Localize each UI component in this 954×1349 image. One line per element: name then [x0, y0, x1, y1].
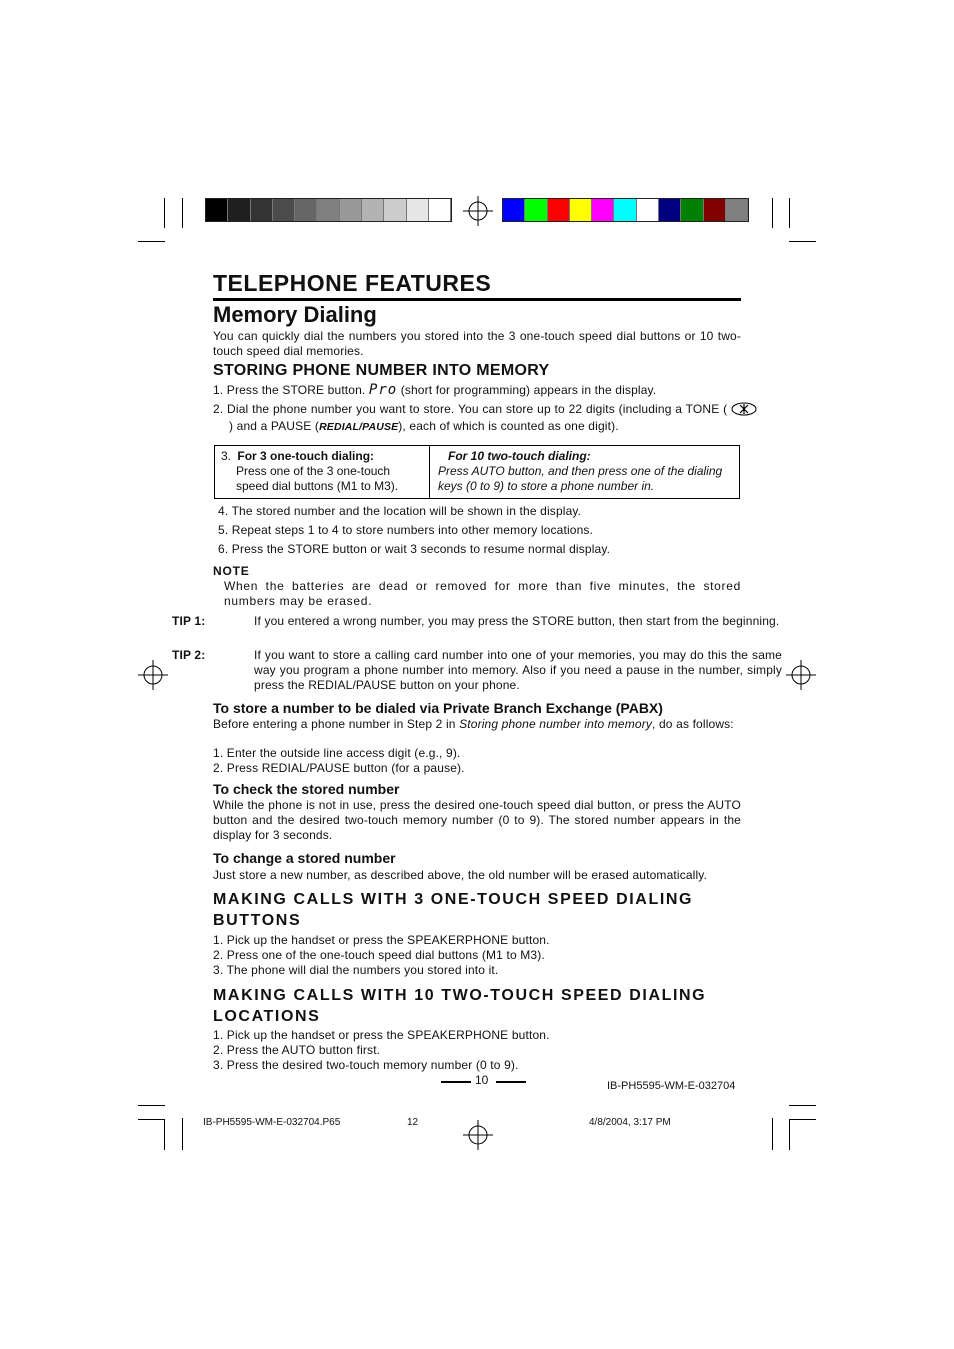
- color-swatch: [295, 199, 317, 221]
- color-calibration-bar: [502, 198, 749, 222]
- intro-reference: Storing phone number into memory: [459, 717, 653, 731]
- cell-title: For 10 two-touch dialing:: [448, 449, 591, 463]
- registration-mark-icon: [786, 660, 816, 690]
- cell-title: For 3 one-touch dialing:: [237, 449, 375, 463]
- registration-mark-icon: [463, 196, 493, 226]
- color-swatch: [206, 199, 228, 221]
- one-touch-heading: MAKING CALLS WITH 3 ONE-TOUCH SPEED DIALING BUTTONS: [213, 891, 694, 929]
- tip-label: TIP 2:: [172, 648, 206, 662]
- color-swatch: [362, 199, 384, 221]
- color-swatch: [548, 199, 570, 221]
- tip-text: If you want to store a calling card number into one of your memories, you may do this the same way you program a phone number into memory. Also if you need a pause in the number, simply press the REDIAL/PAUSE button on your phone.: [254, 648, 782, 692]
- grayscale-calibration-bar: [205, 198, 452, 222]
- tip-text: If you entered a wrong number, you may press the STORE button, then start from the beginning.: [254, 614, 780, 628]
- color-swatch: [704, 199, 726, 221]
- storing-step-1: [213, 383, 741, 398]
- page-number: 10: [475, 1073, 489, 1087]
- note-label: NOTE: [213, 564, 250, 578]
- color-swatch: [681, 199, 703, 221]
- color-swatch: [503, 199, 525, 221]
- color-swatch: [726, 199, 748, 221]
- color-swatch: [228, 199, 250, 221]
- storing-step-5: 5. Repeat steps 1 to 4 to store numbers into other memory locations.: [218, 523, 594, 537]
- tone-key-icon: [731, 402, 757, 416]
- timestamp: 4/8/2004, 3:17 PM: [589, 1117, 671, 1128]
- crop-mark: [182, 198, 183, 228]
- color-swatch: [407, 199, 429, 221]
- change-heading: To change a stored number: [213, 850, 396, 866]
- storing-step-6: 6. Press the STORE button or wait 3 seconds to resume normal display.: [218, 542, 611, 556]
- storing-step-4: 4. The stored number and the location will be shown in the display.: [218, 504, 582, 518]
- step-text: ) and a PAUSE (: [229, 419, 320, 433]
- one-touch-step-3: 3. The phone will dial the numbers you stored into it.: [213, 963, 499, 977]
- color-swatch: [317, 199, 339, 221]
- color-swatch: [273, 199, 295, 221]
- crop-mark: [138, 1105, 165, 1106]
- page-number-rule: [496, 1081, 526, 1083]
- step-text: 1. Press the STORE button.: [213, 383, 366, 397]
- cell-text: Press AUTO button, and then press one of the dialing keys (0 to 9) to store a phone number in.: [438, 464, 723, 493]
- step-3-two-touch-cell: [430, 446, 739, 498]
- file-name: IB-PH5595-WM-E-032704.P65: [203, 1117, 341, 1128]
- crop-mark: [772, 198, 773, 228]
- tip-1: [172, 614, 782, 629]
- two-touch-heading: MAKING CALLS WITH 10 TWO-TOUCH SPEED DIALING LOCATIONS: [213, 987, 707, 1025]
- step-number: 3.: [221, 449, 232, 463]
- color-swatch: [384, 199, 406, 221]
- color-swatch: [429, 199, 451, 221]
- redial-pause-key-label: REDIAL/PAUSE: [319, 421, 399, 433]
- crop-mark: [164, 1120, 165, 1150]
- color-swatch: [592, 199, 614, 221]
- page-number-rule: [441, 1081, 471, 1083]
- storing-step-2: [213, 401, 757, 436]
- crop-mark: [789, 1119, 816, 1120]
- color-swatch: [525, 199, 547, 221]
- tip-2: [172, 648, 782, 693]
- tip-label: TIP 1:: [172, 614, 206, 628]
- storing-heading: STORING PHONE NUMBER INTO MEMORY: [213, 362, 550, 379]
- sheet-number: 12: [407, 1117, 419, 1128]
- pabx-step-2: 2. Press REDIAL/PAUSE button (for a pause).: [213, 761, 465, 775]
- step-3-one-touch-cell: [215, 446, 430, 498]
- crop-mark: [789, 1105, 816, 1106]
- two-touch-step-2: 2. Press the AUTO button first.: [213, 1043, 381, 1057]
- color-swatch: [614, 199, 636, 221]
- cell-text: Press one of the 3 one-touch speed dial buttons (M1 to M3).: [236, 464, 399, 493]
- pabx-heading: To store a number to be dialed via Private Branch Exchange (PABX): [213, 700, 663, 716]
- one-touch-step-1: 1. Pick up the handset or press the SPEAKERPHONE button.: [213, 933, 550, 947]
- pro-display-glyph: Pro: [368, 382, 398, 398]
- step-text: ), each of which is counted as one digit).: [398, 419, 619, 433]
- title-rule: [213, 298, 741, 301]
- two-touch-step-3: 3. Press the desired two-touch memory number (0 to 9).: [213, 1058, 519, 1072]
- check-text: While the phone is not in use, press the desired one-touch speed dial button, or press the AUTO button and the desired two-touch memory number (0 to 9). The stored number appears in the display for 3 seconds.: [213, 798, 741, 842]
- registration-mark-icon: [138, 660, 168, 690]
- color-swatch: [637, 199, 659, 221]
- crop-mark: [789, 198, 790, 228]
- page-title: TELEPHONE FEATURES: [213, 270, 492, 296]
- crop-mark: [138, 241, 165, 242]
- color-swatch: [251, 199, 273, 221]
- change-text: Just store a new number, as described above, the old number will be erased automatically.: [213, 868, 708, 882]
- crop-mark: [138, 1119, 165, 1120]
- step-text: (short for programming) appears in the display.: [400, 383, 657, 397]
- crop-mark: [182, 1118, 183, 1150]
- document-code: IB-PH5595-WM-E-032704: [607, 1080, 736, 1092]
- registration-mark-icon: [463, 1120, 493, 1150]
- crop-mark: [789, 1120, 790, 1150]
- note-text: When the batteries are dead or removed for more than five minutes, the stored numbers may be erased.: [224, 579, 741, 608]
- pabx-step-1: 1. Enter the outside line access digit (e.g., 9).: [213, 746, 461, 760]
- pabx-intro: [213, 717, 741, 732]
- section-title: Memory Dialing: [213, 302, 377, 327]
- crop-mark: [789, 241, 816, 242]
- one-touch-step-2: 2. Press one of the one-touch speed dial buttons (M1 to M3).: [213, 948, 545, 962]
- color-swatch: [659, 199, 681, 221]
- intro-text: Before entering a phone number in Step 2 in: [213, 717, 456, 731]
- intro-text: , do as follows:: [652, 717, 734, 731]
- step-text: 2. Dial the phone number you want to store. You can store up to 22 digits (including a TONE (: [213, 402, 728, 416]
- step-3-table: [214, 445, 740, 499]
- check-heading: To check the stored number: [213, 781, 400, 797]
- crop-mark: [164, 198, 165, 228]
- color-swatch: [340, 199, 362, 221]
- intro-paragraph: You can quickly dial the numbers you stored into the 3 one-touch speed dial buttons or 10 two-touch speed dial memories.: [213, 329, 741, 358]
- two-touch-step-1: 1. Pick up the handset or press the SPEAKERPHONE button.: [213, 1028, 550, 1042]
- color-swatch: [570, 199, 592, 221]
- crop-mark: [772, 1118, 773, 1150]
